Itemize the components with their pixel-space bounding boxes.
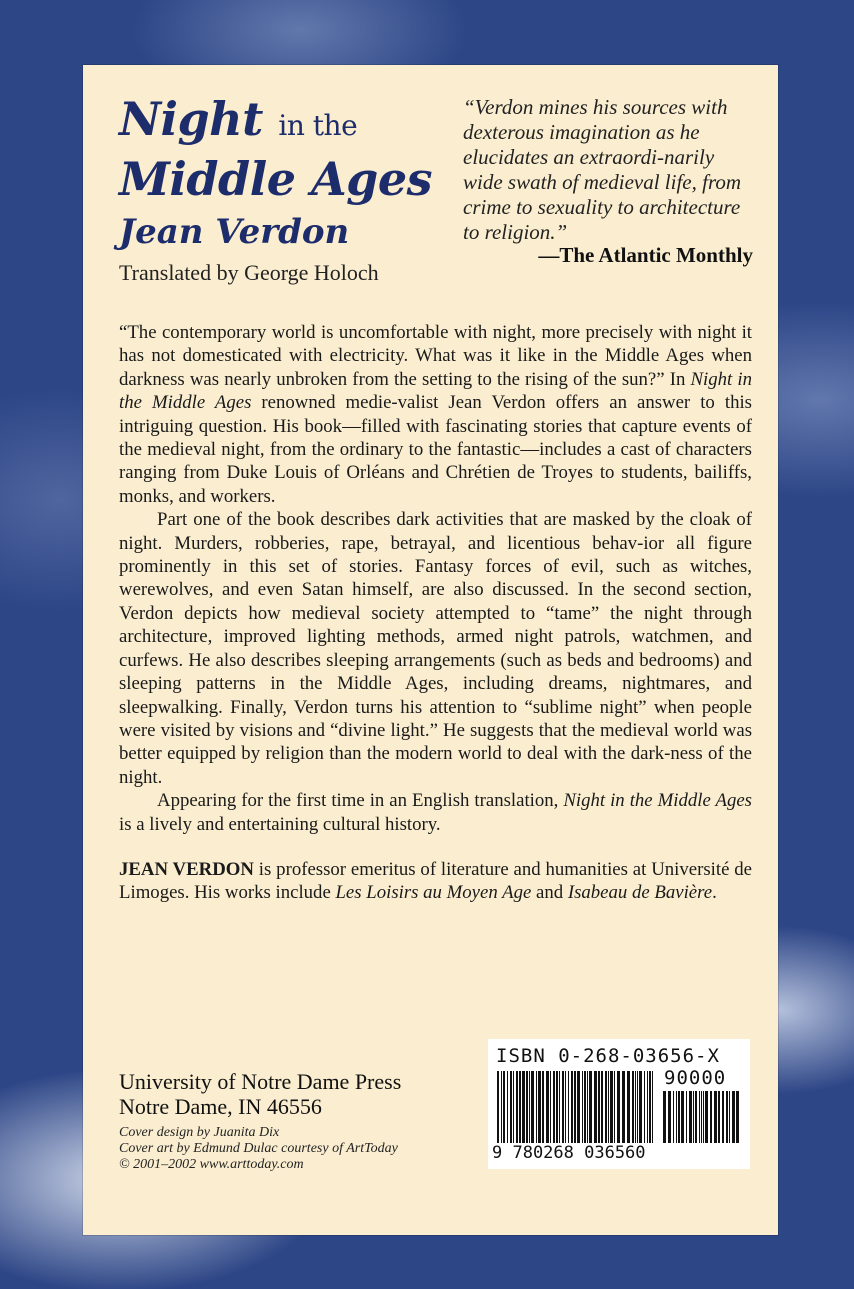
title-italic: Night in the Middle Ages bbox=[119, 368, 752, 414]
barcode-bar bbox=[529, 1071, 530, 1143]
barcode-bar bbox=[510, 1071, 512, 1143]
translator-credit: Translated by George Holoch bbox=[119, 260, 379, 285]
barcode-bar bbox=[617, 1071, 620, 1143]
barcode-bar bbox=[639, 1071, 642, 1143]
barcode-bar bbox=[632, 1071, 634, 1143]
barcode-bar bbox=[649, 1071, 651, 1143]
barcode-bar bbox=[582, 1071, 583, 1143]
barcode-bar bbox=[689, 1091, 692, 1143]
barcode-bar bbox=[565, 1071, 566, 1143]
barcode-bar bbox=[703, 1091, 704, 1143]
barcode-bar bbox=[676, 1091, 677, 1143]
barcode-bar bbox=[519, 1071, 521, 1143]
barcode-bar bbox=[536, 1071, 537, 1143]
barcode-bar bbox=[503, 1071, 505, 1143]
barcode-bar bbox=[598, 1071, 600, 1143]
publisher-name: University of Notre Dame Press bbox=[119, 1069, 402, 1094]
title-italic: Night in the Middle Ages bbox=[563, 790, 752, 812]
cover-design-credit: Cover design by Juanita Dix bbox=[119, 1125, 280, 1140]
barcode-bar bbox=[501, 1071, 502, 1143]
description-paragraph-2: Part one of the book describes dark activities that are masked by the cloak of night. Murders, robberies, rape, betrayal, and licentious behav-ior all figure prominently in this set of stories. Fantasy forces of evil, such as witches, werewolves, and even Satan himself, are also discussed. In the second section, Verdon depicts how medieval society attempted to “tame” the night through architecture, improved lighting methods, armed night patrols, watchmen, and curfews. He also describes sleeping arrangements (such as beds and bedrooms) and sleeping patterns in the Middle Ages, including dreams, nightmares, and sleepwalking. Finally, Verdon turns his attention to “sublime night” when people were visited by visions and “divine light.” He suggests that the medieval world was better equipped by religion than the modern world to deal with the dark-ness of the night. bbox=[119, 509, 752, 788]
barcode-bar bbox=[568, 1071, 569, 1143]
barcode-bar bbox=[722, 1091, 724, 1143]
description-paragraph-3: Appearing for the first time in an English translation, Night in the Middle Ages is a lively and entertaining cultural history. bbox=[119, 790, 752, 835]
back-cover-panel bbox=[83, 65, 778, 1235]
copyright-line: © 2001–2002 www.arttoday.com bbox=[119, 1157, 304, 1172]
barcode-bar bbox=[681, 1091, 684, 1143]
author-bio: JEAN VERDON is professor emeritus of literature and humanities at Université de Limoges. His works include Les Loisirs au Moyen Age and Isabeau de Bavière. bbox=[119, 858, 752, 904]
barcode-bar bbox=[610, 1071, 613, 1143]
barcode-bar bbox=[546, 1071, 549, 1143]
barcode-bar bbox=[531, 1071, 534, 1143]
barcode-bar bbox=[673, 1091, 674, 1143]
barcode-bar bbox=[574, 1071, 576, 1143]
author-name: Jean Verdon bbox=[119, 212, 350, 252]
barcode-bar bbox=[627, 1071, 630, 1143]
review-attribution: —The Atlantic Monthly bbox=[538, 243, 753, 267]
barcode-bar bbox=[678, 1091, 680, 1143]
cover-art-credit: Cover art by Edmund Dulac courtesy of ArtToday bbox=[119, 1141, 398, 1156]
barcode-bar bbox=[556, 1071, 558, 1143]
barcode-bar bbox=[635, 1071, 636, 1143]
barcode-bar bbox=[729, 1091, 730, 1143]
publisher-info bbox=[119, 1069, 479, 1119]
barcode-bar bbox=[695, 1091, 697, 1143]
barcode-bar bbox=[647, 1071, 648, 1143]
barcode-bar bbox=[701, 1091, 702, 1143]
barcode-bar bbox=[562, 1071, 564, 1143]
description-paragraph-1: “The contemporary world is uncomfortable with night, more precisely with night it has not domesticated with electricity. What was it like in the Middle Ages when darkness was nearly unbroken from the setting to the rising of the sun?” In Night in the Middle Ages renowned medie-valist Jean Verdon offers an answer to this intriguing question. His book—filled with fascinating stories that capture events of the medieval night, from the ordinary to the fantastic—includes a cast of characters ranging from Duke Louis of Orléans and Chrétien de Troyes to students, bailiffs, monks, and workers. bbox=[119, 322, 752, 507]
barcode-bar bbox=[614, 1071, 615, 1143]
barcode-bar bbox=[589, 1071, 592, 1143]
barcode-bar bbox=[686, 1091, 687, 1143]
barcode-bar bbox=[513, 1071, 514, 1143]
barcode-bar bbox=[497, 1071, 499, 1143]
title-word-in-the: in the bbox=[278, 109, 358, 142]
author-bio-name: JEAN VERDON bbox=[119, 858, 254, 880]
barcode-bar bbox=[538, 1071, 541, 1143]
barcode-bar bbox=[652, 1071, 653, 1143]
barcode-bar bbox=[710, 1091, 712, 1143]
barcode-bar bbox=[663, 1091, 666, 1143]
barcode-bar bbox=[516, 1071, 518, 1143]
book-description bbox=[119, 321, 752, 905]
barcode-bar bbox=[622, 1071, 625, 1143]
barcode-bar bbox=[577, 1071, 580, 1143]
barcode-bar bbox=[637, 1071, 638, 1143]
publisher-address: Notre Dame, IN 46556 bbox=[119, 1094, 322, 1119]
cover-credits bbox=[119, 1125, 519, 1173]
barcode-bar bbox=[608, 1071, 609, 1143]
barcode-bar bbox=[601, 1071, 603, 1143]
barcode-bar bbox=[718, 1091, 720, 1143]
work-title-2: Isabeau de Bavière bbox=[567, 882, 713, 904]
work-title-1: Les Loisirs au Moyen Age bbox=[335, 882, 532, 904]
barcode-bar bbox=[542, 1071, 544, 1143]
barcode-bars-icon bbox=[496, 1071, 656, 1143]
book-title-line1 bbox=[119, 93, 459, 152]
review-quote: “Verdon mines his sources with dexterous imagination as he elucidates an extraordi-narily wide swath of medieval life, from crime to sexuality to architecture to religion.” bbox=[463, 95, 742, 244]
title-word-night: Night bbox=[119, 92, 263, 146]
barcode-bar bbox=[550, 1071, 551, 1143]
barcode-bar bbox=[736, 1091, 739, 1143]
barcode-bar bbox=[705, 1091, 708, 1143]
ean-number: 9 780268 036560 bbox=[492, 1143, 646, 1163]
isbn-number: ISBN 0-268-03656-X bbox=[496, 1045, 720, 1067]
barcode-bar bbox=[699, 1091, 700, 1143]
barcode-addon-digits: 90000 bbox=[664, 1067, 727, 1089]
title-block bbox=[119, 93, 459, 286]
book-title-line2: Middle Ages bbox=[119, 152, 432, 206]
isbn-barcode bbox=[488, 1039, 750, 1169]
barcode-bar bbox=[507, 1071, 508, 1143]
barcode-bar bbox=[726, 1091, 728, 1143]
barcode-bar bbox=[732, 1091, 735, 1143]
barcode-bar bbox=[559, 1071, 560, 1143]
barcode-bar bbox=[553, 1071, 555, 1143]
barcode-bar bbox=[571, 1071, 573, 1143]
barcode-bar bbox=[714, 1091, 717, 1143]
barcode-bar bbox=[693, 1091, 694, 1143]
barcode-bar bbox=[594, 1071, 597, 1143]
barcode-bar bbox=[644, 1071, 645, 1143]
barcode-bar bbox=[584, 1071, 586, 1143]
barcode-bar bbox=[668, 1091, 671, 1143]
barcode-bar bbox=[522, 1071, 525, 1143]
barcode-bar bbox=[605, 1071, 607, 1143]
barcode-bar bbox=[526, 1071, 528, 1143]
barcode-addon-bars-icon bbox=[662, 1091, 742, 1143]
barcode-bar bbox=[587, 1071, 588, 1143]
